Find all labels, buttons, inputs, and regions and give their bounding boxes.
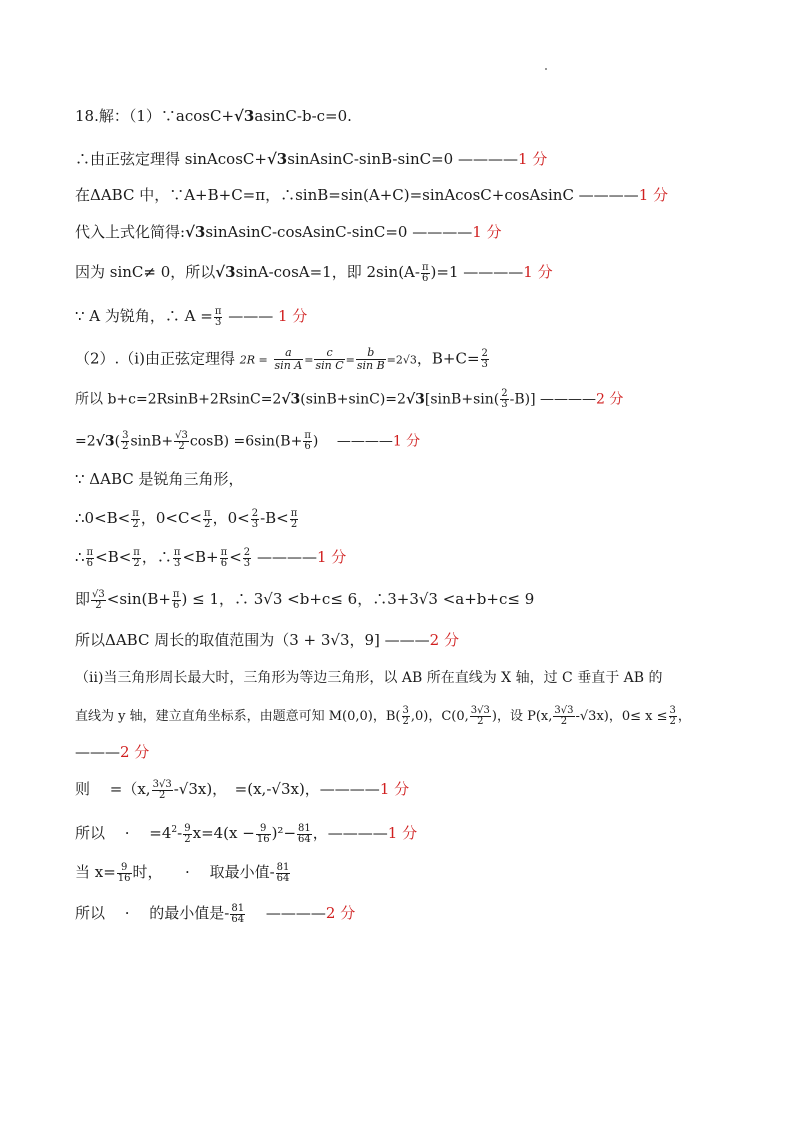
text: 即 xyxy=(75,590,91,608)
score-one: 1 分 xyxy=(472,223,502,241)
text: 直线为 y 轴，建立直角坐标系，由题意可知 M(0,0)，B( xyxy=(75,709,401,724)
text: ,0)，C(0, xyxy=(410,709,469,724)
line-13 xyxy=(75,589,534,611)
text: ∵ A 为锐角，∴ A = xyxy=(75,307,213,325)
text: -√3x)，0≤ x ≤ xyxy=(575,709,668,724)
text: -B)] ———— xyxy=(509,391,596,408)
line-2 xyxy=(75,149,547,169)
text: =2 xyxy=(75,433,96,450)
fraction: $\frac{81}{64}$ xyxy=(298,822,311,845)
text: <B< xyxy=(95,548,132,566)
text: 因为 sinC≠ 0，所以 xyxy=(75,263,216,281)
text: )²− xyxy=(271,824,297,842)
fraction: $\frac{9}{16}$ xyxy=(256,822,270,845)
line-8 xyxy=(75,389,623,410)
scan-dot xyxy=(545,68,547,70)
fraction: $\frac{3}{2}$ xyxy=(402,705,409,727)
text: 在ΔABC 中，∵A+B+C=π，∴sinB=sin(A+C)=sinAcosC+cosAsinC ———— xyxy=(75,186,639,204)
text: -√3x)， =(x,-√3x)，———— xyxy=(173,780,380,798)
score-one: 1 分 xyxy=(379,780,410,798)
fraction: $\frac{\pi}{3}$ xyxy=(214,305,222,328)
text: (sinB+sinC)=2 xyxy=(300,391,406,408)
fraction: $\frac{b}{\text{sin B}}$ xyxy=(356,346,385,372)
text: 所以ΔABC 周长的取值范围为（3 + 3√3，9] ——— xyxy=(75,631,430,649)
sqrt3: √3 xyxy=(95,433,115,450)
text: asinC-b-c=0. xyxy=(254,107,352,125)
fraction: $\frac{81}{64}$ xyxy=(276,861,290,884)
fraction: $\frac{3√3}{2}$ xyxy=(152,778,172,801)
line-19 xyxy=(75,820,417,845)
text: 则 =（x, xyxy=(75,780,151,798)
text: 所以 · =4 xyxy=(75,824,172,842)
fraction: $\frac{9}{16}$ xyxy=(117,861,131,884)
line-3 xyxy=(75,185,668,205)
text: 所以 b+c=2RsinB+2RsinC=2 xyxy=(75,391,282,408)
fraction: $\frac{\pi}{2}$ xyxy=(133,546,140,569)
text: 所以 · 的最小值是- xyxy=(75,904,230,922)
text: （ii)当三角形周长最大时，三角形为等边三角形，以 AB 所在直线为 X 轴，过 C 垂直于 AB 的 xyxy=(75,670,663,686)
text: ∴0<B< xyxy=(75,509,131,527)
score-one: 1 分 xyxy=(392,433,421,450)
text: -B< xyxy=(260,509,289,527)
text: ，0< xyxy=(212,509,250,527)
sqrt3: √3 xyxy=(215,263,236,281)
text: ，∴ xyxy=(141,548,172,566)
score-one: 1 分 xyxy=(517,150,548,168)
line-9 xyxy=(75,431,420,452)
sqrt3: √3 xyxy=(234,107,255,125)
text: ———— xyxy=(252,548,317,566)
fraction: $\frac{3√3}{2}$ xyxy=(554,705,574,727)
text: < xyxy=(229,548,242,566)
text: <sin(B+ xyxy=(106,590,171,608)
fraction: $\frac{\pi}{2}$ xyxy=(204,507,211,530)
text: ——— xyxy=(75,743,120,761)
text: ，B+C= xyxy=(416,349,480,368)
text: x=4(x − xyxy=(192,824,255,842)
fraction: $\frac{2}{3}$ xyxy=(481,348,488,370)
text: ———— xyxy=(246,904,326,922)
line-15 xyxy=(75,668,663,688)
line-7 xyxy=(75,347,490,372)
line-12 xyxy=(75,547,346,569)
text: = xyxy=(345,353,355,367)
text: 18.解：（1）∵acosC+ xyxy=(75,107,235,125)
text: 当 x= xyxy=(75,863,116,881)
text: 时， · 取最小值- xyxy=(132,863,275,881)
sqrt3: √3 xyxy=(266,150,288,168)
line-20 xyxy=(75,862,291,884)
text: )=1 ———— xyxy=(430,263,524,281)
fraction: $\frac{\pi}{6}$ xyxy=(220,546,228,569)
fraction: $\frac{9}{2}$ xyxy=(184,822,191,845)
line-18 xyxy=(75,779,409,801)
text: cosB) =6sin(B+ xyxy=(189,433,303,450)
line-14 xyxy=(75,630,459,650)
text: sinAsinC-cosAsinC-sinC=0 ———— xyxy=(205,223,473,241)
sqrt3: √3 xyxy=(185,223,206,241)
text: ) ———— xyxy=(312,433,393,450)
score-two: 2 分 xyxy=(596,391,624,408)
score-two: 2 分 xyxy=(120,743,150,761)
text: ——— xyxy=(223,307,278,325)
line-16 xyxy=(75,706,691,727)
text: ∴ xyxy=(75,548,85,566)
superscript: 2 xyxy=(171,825,178,835)
text: )，设 P(x, xyxy=(491,709,553,724)
score-one: 1 分 xyxy=(387,824,418,842)
text: 2R = xyxy=(239,353,268,367)
text: <B+ xyxy=(182,548,219,566)
fraction: $\frac{3}{2}$ xyxy=(669,705,676,727)
text: （2）.（i)由正弦定理得 xyxy=(75,349,235,368)
score-two: 2 分 xyxy=(325,904,356,922)
text: sinA-cosA=1，即 2sin(A- xyxy=(235,263,420,281)
score-one: 1 分 xyxy=(523,263,553,281)
fraction: $\frac{√3}{2}$ xyxy=(92,588,105,611)
text: [sinB+sin( xyxy=(424,391,500,408)
text: = xyxy=(304,353,314,367)
score-two: 2 分 xyxy=(429,631,459,649)
score-one: 1 分 xyxy=(277,307,308,325)
fraction: $\frac{2}{3}$ xyxy=(501,388,508,410)
text: = xyxy=(386,353,396,367)
line-5 xyxy=(75,262,553,284)
text: ) ≤ 1，∴ 3√3 <b+c≤ 6，∴3+3√3 <a+b+c≤ 9 xyxy=(181,590,535,608)
fraction: $\frac{\pi}{6}$ xyxy=(421,261,429,284)
fraction: $\frac{c}{\text{sin C}}$ xyxy=(315,346,344,372)
sqrt3: √3 xyxy=(281,391,301,408)
fraction: $\frac{\pi}{2}$ xyxy=(132,507,139,530)
text: ，0<C< xyxy=(140,509,202,527)
line-10 xyxy=(75,469,244,489)
text: sinB+ xyxy=(130,433,174,450)
line-21 xyxy=(75,903,355,925)
line-4 xyxy=(75,222,502,242)
text: ， xyxy=(677,709,691,724)
fraction: $\frac{√3}{2}$ xyxy=(175,430,188,452)
line-6 xyxy=(75,306,307,328)
fraction: $\frac{2}{3}$ xyxy=(251,507,259,530)
line-1 xyxy=(75,106,352,126)
fraction: $\frac{\pi}{6}$ xyxy=(304,430,311,452)
fraction: $\frac{\pi}{6}$ xyxy=(172,588,180,611)
fraction: $\frac{\pi}{6}$ xyxy=(86,546,94,569)
text: ( xyxy=(114,433,121,450)
fraction: $\frac{\pi}{3}$ xyxy=(173,546,181,569)
fraction: $\frac{2}{3}$ xyxy=(243,546,251,569)
text: ∵ ΔABC 是锐角三角形， xyxy=(75,470,244,488)
fraction: $\frac{3√3}{2}$ xyxy=(470,705,490,727)
fraction: $\frac{a}{\text{sin A}}$ xyxy=(274,346,303,372)
text: 2√3 xyxy=(395,353,417,367)
line-17 xyxy=(75,742,149,762)
sqrt3: √3 xyxy=(405,391,425,408)
fraction: $\frac{\pi}{2}$ xyxy=(290,507,298,530)
text: sinAsinC-sinB-sinC=0 ———— xyxy=(287,150,518,168)
line-11 xyxy=(75,508,299,530)
text: 代入上式化简得: xyxy=(75,223,186,241)
text: ∴由正弦定理得 sinAcosC+ xyxy=(75,150,267,168)
text: - xyxy=(177,824,183,842)
text: ，———— xyxy=(312,824,388,842)
fraction: $\frac{81}{64}$ xyxy=(231,902,245,925)
score-one: 1 分 xyxy=(316,548,347,566)
score-one: 1 分 xyxy=(638,186,668,204)
fraction: $\frac{3}{2}$ xyxy=(122,430,129,452)
